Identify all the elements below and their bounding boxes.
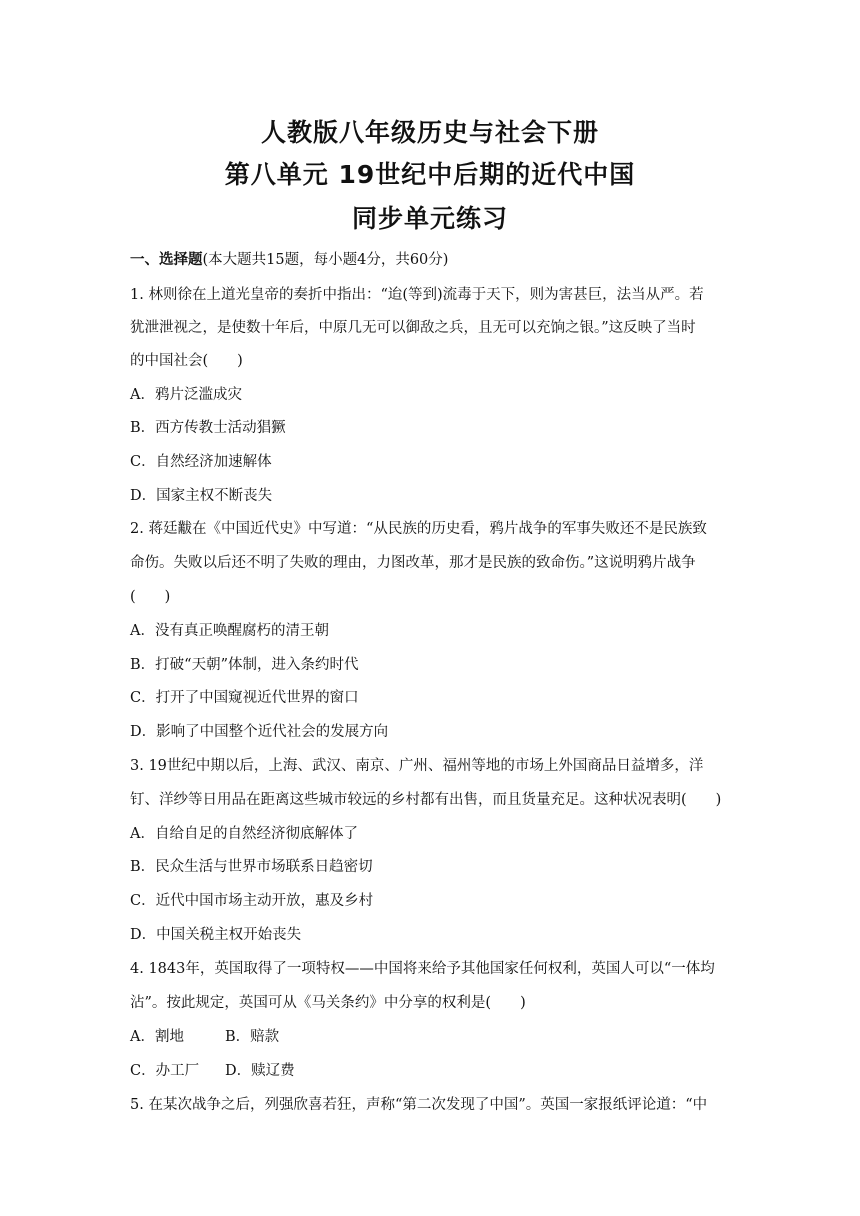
doc-subtitle: 第八单元 19世纪中后期的近代中国 [224,160,636,189]
q2-option-b: B．打破“天朝”体制，进入条约时代 [130,657,359,673]
q3-option-b: B．民众生活与世界市场联系日趋密切 [130,859,373,875]
q3-option-d: D．中国关税主权开始丧失 [130,927,302,943]
q2-line-3: ( ) [130,589,171,605]
q2-option-a: A．没有真正唤醒腐朽的清王朝 [130,623,329,639]
q1-line-1: 1. 林则徐在上道光皇帝的奏折中指出：“迨(等到)流毒于天下，则为害甚巨，法当从严。若 [130,287,704,303]
q1-option-c: C．自然经济加速解体 [130,454,272,470]
q1-line-3: 的中国社会( ) [130,353,243,369]
q4-options-row-2 [130,1059,295,1080]
section-note: (本大题共15题，每小题4分，共60分) [202,252,449,268]
q3-option-a: A．自给自足的自然经济彻底解体了 [130,826,358,842]
q3-line-2: 钉、洋纱等日用品在距离这些城市较远的乡村都有出售，而且货量充足。这种状况表明( ) [130,792,722,808]
q2-line-1: 2. 蒋廷黻在《中国近代史》中写道：“从民族的历史看，鸦片战争的军事失败还不是民族致 [130,521,707,537]
q4-option-a: A．割地 [130,1029,184,1045]
q1-option-d: D．国家主权不断丧失 [130,488,273,504]
q4-options-row-1 [130,1025,279,1046]
q4-option-c: C．办工厂 [130,1063,200,1079]
section-heading [130,248,448,269]
section-title: 一、选择题 [130,251,203,268]
q1-option-b: B．西方传教士活动猖獗 [130,420,286,436]
doc-title: 人教版八年级历史与社会下册 [260,118,599,147]
q2-option-d: D．影响了中国整个近代社会的发展方向 [130,724,389,740]
q2-line-2: 命伤。失败以后还不明了失败的理由，力图改革，那才是民族的致命伤。”这说明鸦片战争 [130,555,696,571]
q4-line-2: 沾”。按此规定，英国可从《马关条约》中分享的权利是( ) [130,995,526,1011]
q3-option-c: C．近代中国市场主动开放，惠及乡村 [130,893,374,909]
doc-subtitle-2: 同步单元练习 [351,204,508,233]
q4-line-1: 4. 1843年，英国取得了一项特权——中国将来给予其他国家任何权利，英国人可以“一体均 [130,961,715,977]
q1-line-2: 犹泄泄视之，是使数十年后，中原几无可以御敌之兵，且无可以充饷之银。”这反映了当时 [130,320,696,336]
q1-option-a: A．鸦片泛滥成灾 [130,387,242,403]
q4-option-b: B．赔款 [225,1029,280,1045]
q4-option-d: D．赎辽费 [225,1063,295,1079]
q3-line-1: 3. 19世纪中期以后，上海、武汉、南京、广州、福州等地的市场上外国商品日益增多，洋 [130,758,704,774]
q2-option-c: C．打开了中国窥视近代世界的窗口 [130,690,359,706]
q5-line-1: 5. 在某次战争之后，列强欣喜若狂，声称“第二次发现了中国”。英国一家报纸评论道：“中 [130,1097,708,1113]
